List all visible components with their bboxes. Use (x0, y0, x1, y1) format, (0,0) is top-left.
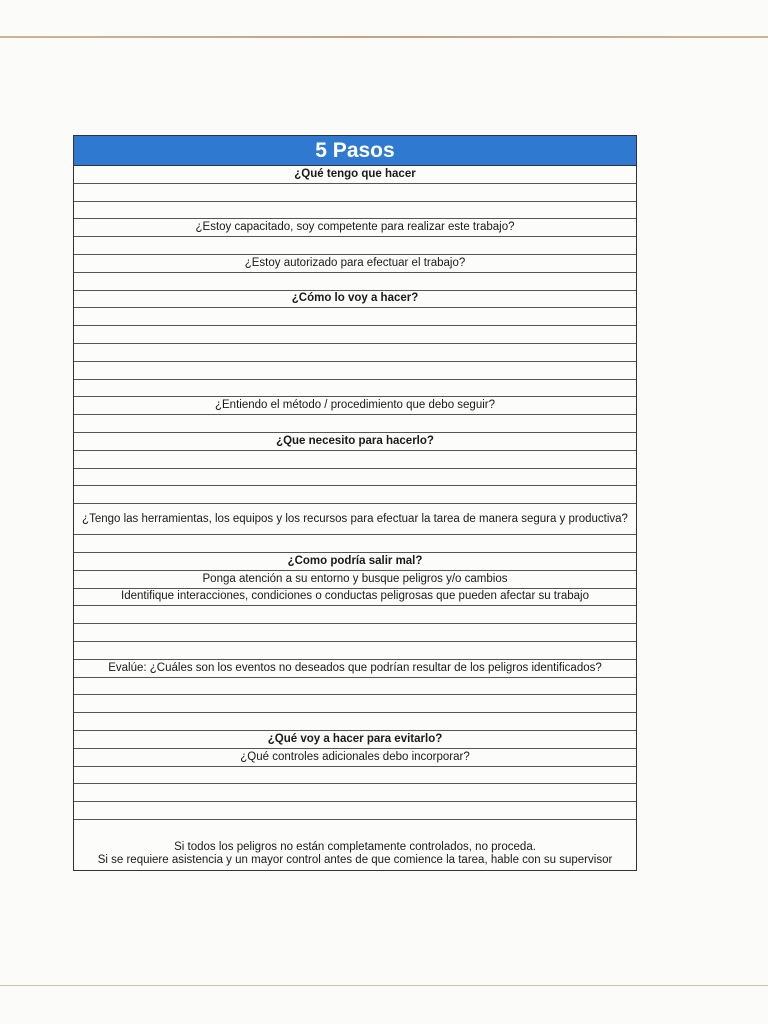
question-row: Ponga atención a su entorno y busque peligros y/o cambios (74, 571, 636, 589)
question-row: ¿Estoy autorizado para efectuar el trabajo? (74, 255, 636, 273)
blank-answer-row[interactable] (74, 202, 636, 220)
section-heading: ¿Qué voy a hacer para evitarlo? (74, 731, 636, 749)
footer-line-1: Si todos los peligros no están completamente controlados, no proceda. (174, 840, 536, 853)
question-row: ¿Estoy capacitado, soy competente para realizar este trabajo? (74, 219, 636, 237)
blank-answer-row[interactable] (74, 695, 636, 713)
section-heading: ¿Como podría salir mal? (74, 553, 636, 571)
question-row: ¿Entiendo el método / procedimiento que debo seguir? (74, 397, 636, 415)
blank-answer-row[interactable] (74, 606, 636, 624)
blank-answer-row[interactable] (74, 784, 636, 802)
section-heading: ¿Cómo lo voy a hacer? (74, 291, 636, 309)
form-footer (74, 838, 636, 870)
blank-answer-row[interactable] (74, 678, 636, 696)
blank-answer-row[interactable] (74, 802, 636, 820)
page-top-rule (0, 36, 768, 38)
section-heading: ¿Que necesito para hacerlo? (74, 433, 636, 451)
blank-answer-row[interactable] (74, 535, 636, 553)
question-row: ¿Qué controles adicionales debo incorporar? (74, 749, 636, 767)
blank-answer-row[interactable] (74, 362, 636, 380)
blank-answer-row[interactable] (74, 326, 636, 344)
blank-answer-row[interactable] (74, 486, 636, 504)
blank-answer-row[interactable] (74, 713, 636, 731)
footer-line-2: Si se requiere asistencia y un mayor control antes de que comience la tarea, hable con su supervisor (97, 853, 613, 866)
form-title: 5 Pasos (74, 136, 636, 166)
blank-answer-row[interactable] (74, 344, 636, 362)
blank-answer-row[interactable] (74, 767, 636, 785)
blank-answer-row[interactable] (74, 380, 636, 398)
blank-answer-row[interactable] (74, 415, 636, 433)
form-rows (74, 166, 636, 838)
blank-answer-row[interactable] (74, 820, 636, 838)
blank-answer-row[interactable] (74, 451, 636, 469)
question-row: Identifique interacciones, condiciones o conductas peligrosas que pueden afectar su trabajo (74, 589, 636, 607)
blank-answer-row[interactable] (74, 642, 636, 660)
blank-answer-row[interactable] (74, 624, 636, 642)
blank-answer-row[interactable] (74, 273, 636, 291)
question-row: ¿Tengo las herramientas, los equipos y los recursos para efectuar la tarea de manera segura y productiva? (74, 504, 636, 535)
blank-answer-row[interactable] (74, 237, 636, 255)
question-row: Evalúe: ¿Cuáles son los eventos no deseados que podrían resultar de los peligros identificados? (74, 660, 636, 678)
section-heading: ¿Qué tengo que hacer (74, 166, 636, 184)
page-bottom-rule (0, 985, 768, 986)
blank-answer-row[interactable] (74, 469, 636, 487)
five-steps-form (73, 135, 637, 871)
blank-answer-row[interactable] (74, 308, 636, 326)
blank-answer-row[interactable] (74, 184, 636, 202)
